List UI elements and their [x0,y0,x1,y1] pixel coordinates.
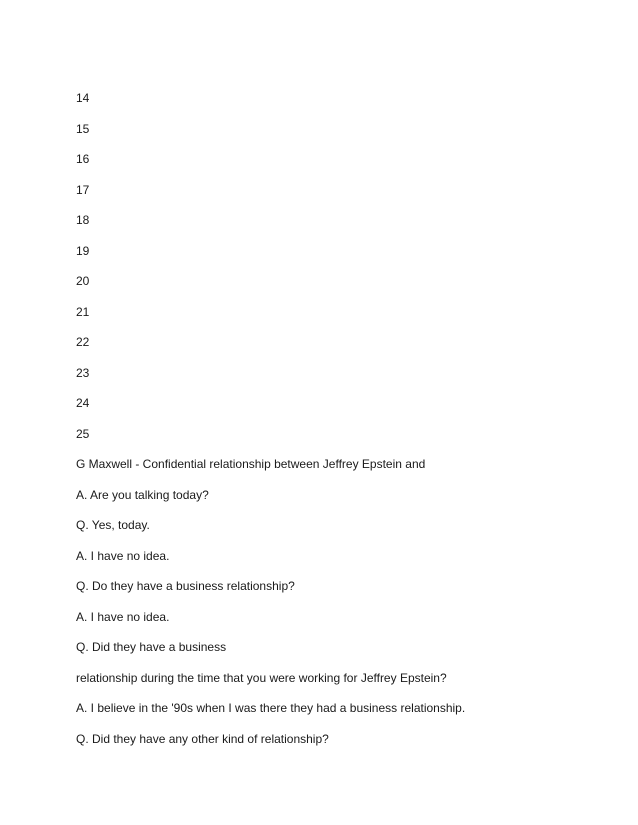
transcript-question: Q. Yes, today. [76,518,150,532]
transcript-question: Q. Did they have any other kind of relationship? [76,731,329,746]
transcript-answer: A. I believe in the '90s when I was there they had a business relationship. [76,701,466,715]
transcript-question: Q. Did they have a business [76,640,227,654]
transcript-answer: A. I have no idea. [76,609,170,624]
transcript-question: Q. Do they have a business relationship? [76,579,295,593]
transcript-answer: A. I have no idea. [76,548,170,563]
line-number: 16 [76,152,90,166]
line-number: 15 [76,121,90,136]
transcript-heading: G Maxwell - Confidential relationship between Jeffrey Epstein and [76,457,426,471]
line-number: 18 [76,213,90,227]
transcript-question-continued: relationship during the time that you were working for Jeffrey Epstein? [76,670,447,685]
line-number: 23 [76,365,90,380]
transcript-answer: A. Are you talking today? [76,487,209,502]
line-number: 24 [76,396,90,410]
line-number: 22 [76,335,90,349]
line-number: 25 [76,426,90,441]
line-number: 19 [76,243,90,258]
line-number: 20 [76,274,90,288]
line-number: 21 [76,304,90,319]
line-number: 17 [76,182,90,197]
line-number: 14 [76,91,90,105]
document-body [76,88,576,759]
